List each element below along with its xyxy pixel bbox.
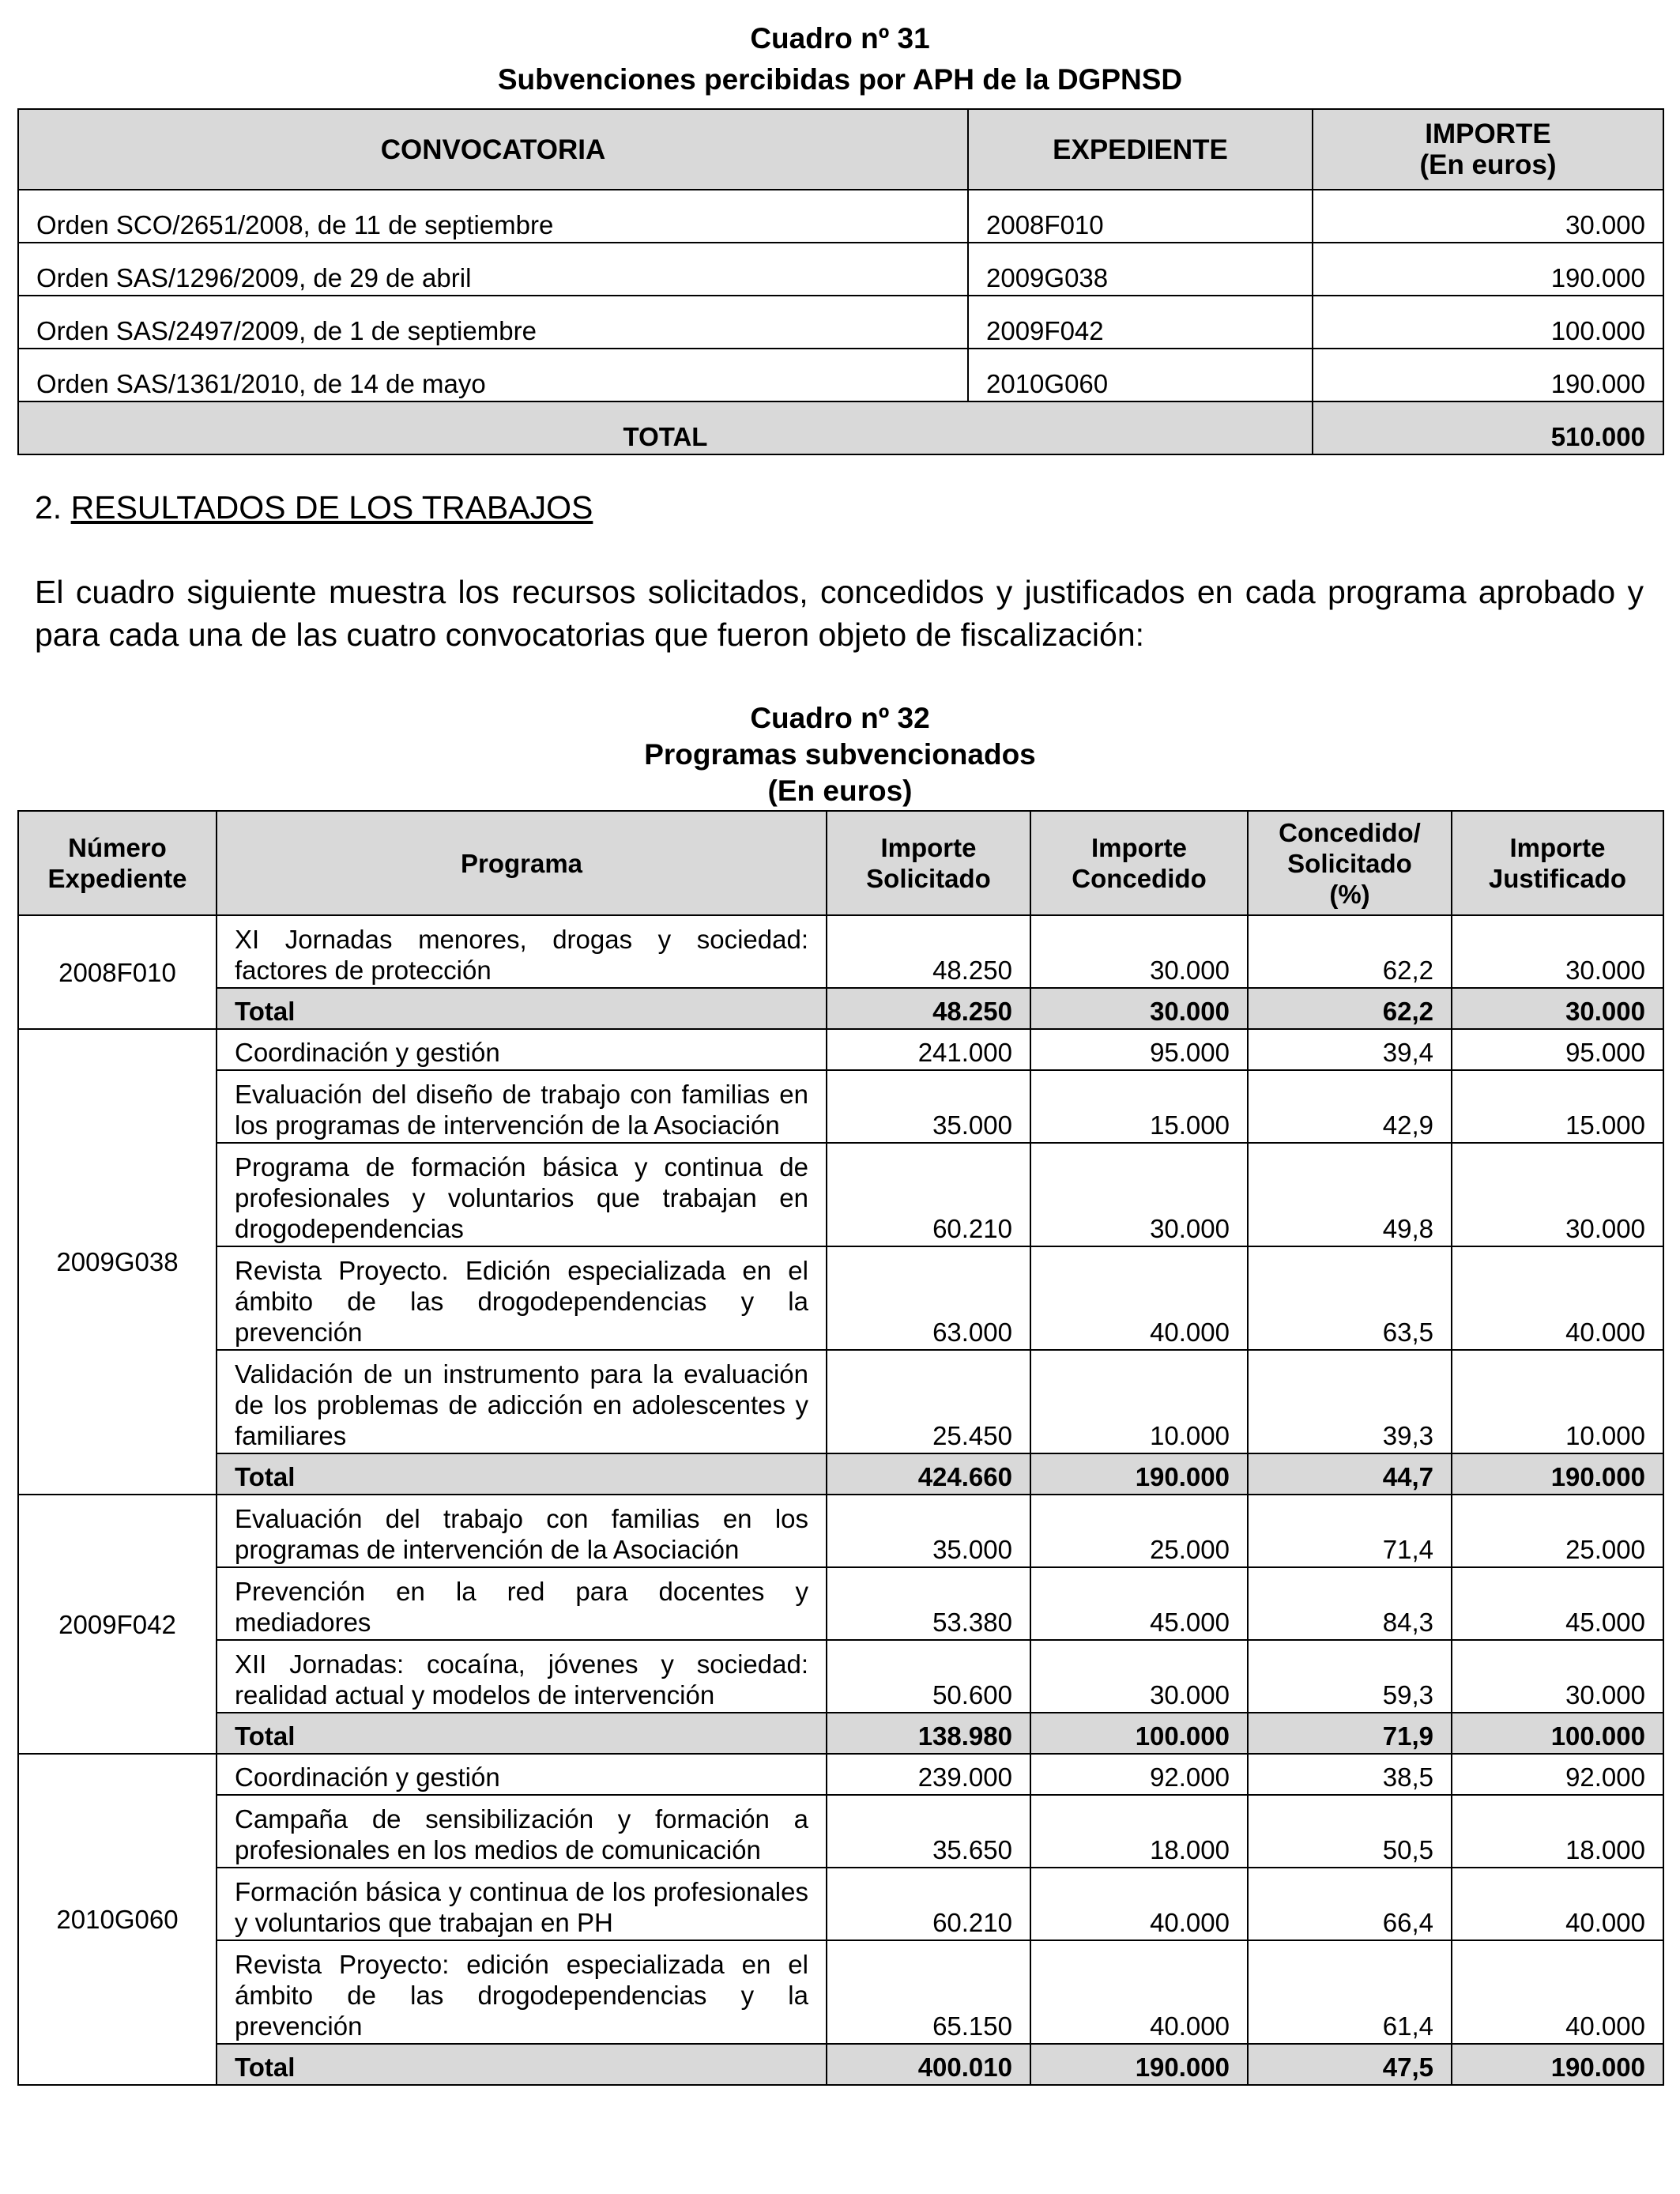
cell-programa: Formación básica y continua de los profesionales y voluntarios que trabajan en PH <box>217 1868 827 1940</box>
header-line: Importe <box>1509 833 1606 862</box>
cell-expediente: 2009F042 <box>968 296 1313 349</box>
header-line: Solicitado <box>1287 848 1412 878</box>
cell-concedido: 30.000 <box>1030 1143 1248 1246</box>
cuadro32-title: Cuadro nº 32 <box>750 702 930 734</box>
total-label: Total <box>217 1453 827 1495</box>
cell-solicitado: 65.150 <box>827 1940 1030 2044</box>
total-solicitado: 48.250 <box>827 988 1030 1029</box>
header-line: (%) <box>1329 879 1370 909</box>
cell-importe: 190.000 <box>1313 349 1663 401</box>
cell-solicitado: 25.450 <box>827 1350 1030 1453</box>
cell-programa: Evaluación del trabajo con familias en los programas de intervención de la Asociación <box>217 1495 827 1567</box>
cell-justificado: 92.000 <box>1452 1754 1663 1795</box>
total-ratio: 62,2 <box>1248 988 1452 1029</box>
cell-programa: Prevención en la red para docentes y mediadores <box>217 1567 827 1640</box>
total-justificado: 30.000 <box>1452 988 1663 1029</box>
cell-solicitado: 53.380 <box>827 1567 1030 1640</box>
cell-solicitado: 35.650 <box>827 1795 1030 1868</box>
header-line: Solicitado <box>866 864 991 893</box>
cell-convocatoria: Orden SAS/1361/2010, de 14 de mayo <box>18 349 968 401</box>
cell-convocatoria: Orden SCO/2651/2008, de 11 de septiembre <box>18 190 968 243</box>
total-solicitado: 400.010 <box>827 2044 1030 2085</box>
cell-convocatoria: Orden SAS/1296/2009, de 29 de abril <box>18 243 968 296</box>
header-ratio <box>1248 811 1452 915</box>
cell-solicitado: 239.000 <box>827 1754 1030 1795</box>
header-numero-expediente <box>18 811 217 915</box>
table-row <box>18 1029 1663 1070</box>
cell-concedido: 18.000 <box>1030 1795 1248 1868</box>
table-row <box>18 1070 1663 1143</box>
header-importe-solicitado <box>827 811 1030 915</box>
cell-ratio: 63,5 <box>1248 1246 1452 1350</box>
table-row <box>18 1246 1663 1350</box>
total-row <box>18 401 1663 454</box>
cell-importe: 100.000 <box>1313 296 1663 349</box>
cell-concedido: 92.000 <box>1030 1754 1248 1795</box>
cell-ratio: 39,4 <box>1248 1029 1452 1070</box>
cell-importe: 190.000 <box>1313 243 1663 296</box>
total-ratio: 47,5 <box>1248 2044 1452 2085</box>
header-expediente: EXPEDIENTE <box>968 109 1313 190</box>
cell-solicitado: 50.600 <box>827 1640 1030 1713</box>
table-row <box>18 296 1663 349</box>
cuadro32-subtitle: Programas subvencionados <box>644 738 1036 771</box>
cuadro31-title: Cuadro nº 31 <box>750 22 930 55</box>
cell-ratio: 59,3 <box>1248 1640 1452 1713</box>
cell-ratio: 62,2 <box>1248 915 1452 988</box>
cell-convocatoria: Orden SAS/2497/2009, de 1 de septiembre <box>18 296 968 349</box>
cuadro32-table <box>17 810 1664 2086</box>
section-heading <box>35 488 593 527</box>
table-row <box>18 1940 1663 2044</box>
table-row <box>18 190 1663 243</box>
cell-programa: Evaluación del diseño de trabajo con familias en los programas de intervención de la Asociación <box>217 1070 827 1143</box>
header-line: Concedido/ <box>1279 817 1421 847</box>
table-row <box>18 1868 1663 1940</box>
cell-justificado: 45.000 <box>1452 1567 1663 1640</box>
cell-programa: Coordinación y gestión <box>217 1754 827 1795</box>
cuadro32-unit: (En euros) <box>767 775 913 807</box>
header-convocatoria: CONVOCATORIA <box>18 109 968 190</box>
total-label: Total <box>217 988 827 1029</box>
cell-ratio: 71,4 <box>1248 1495 1452 1567</box>
cell-concedido: 40.000 <box>1030 1940 1248 2044</box>
table-row <box>18 1640 1663 1713</box>
cell-solicitado: 35.000 <box>827 1070 1030 1143</box>
total-row <box>18 2044 1663 2085</box>
cell-ratio: 38,5 <box>1248 1754 1452 1795</box>
cuadro31-subtitle: Subvenciones percibidas por APH de la DGPNSD <box>497 63 1183 96</box>
cell-justificado: 30.000 <box>1452 1143 1663 1246</box>
table-row <box>18 1567 1663 1640</box>
cell-expediente: 2009F042 <box>18 1495 217 1754</box>
total-label: Total <box>217 1713 827 1754</box>
cell-concedido: 15.000 <box>1030 1070 1248 1143</box>
cell-expediente: 2008F010 <box>18 915 217 1029</box>
cell-programa: Revista Proyecto. Edición especializada en el ámbito de las drogodependencias y la prevención <box>217 1246 827 1350</box>
cell-justificado: 10.000 <box>1452 1350 1663 1453</box>
table-row <box>18 1143 1663 1246</box>
cell-justificado: 18.000 <box>1452 1795 1663 1868</box>
total-row <box>18 1453 1663 1495</box>
cuadro32-header-row <box>18 811 1663 915</box>
header-importe-concedido <box>1030 811 1248 915</box>
total-justificado: 190.000 <box>1452 2044 1663 2085</box>
cell-concedido: 25.000 <box>1030 1495 1248 1567</box>
table-row <box>18 1795 1663 1868</box>
cell-importe: 30.000 <box>1313 190 1663 243</box>
cell-concedido: 40.000 <box>1030 1246 1248 1350</box>
total-row <box>18 988 1663 1029</box>
cell-programa: XI Jornadas menores, drogas y sociedad: factores de protección <box>217 915 827 988</box>
cell-concedido: 45.000 <box>1030 1567 1248 1640</box>
cell-justificado: 40.000 <box>1452 1246 1663 1350</box>
table-row <box>18 1754 1663 1795</box>
total-value: 510.000 <box>1313 401 1663 454</box>
cell-ratio: 66,4 <box>1248 1868 1452 1940</box>
total-concedido: 30.000 <box>1030 988 1248 1029</box>
cell-ratio: 39,3 <box>1248 1350 1452 1453</box>
cell-concedido: 30.000 <box>1030 1640 1248 1713</box>
cell-solicitado: 48.250 <box>827 915 1030 988</box>
cell-solicitado: 63.000 <box>827 1246 1030 1350</box>
cuadro31-table <box>17 108 1664 455</box>
header-importe-unit: (En euros) <box>1419 149 1557 180</box>
cell-expediente: 2008F010 <box>968 190 1313 243</box>
table-row <box>18 1495 1663 1567</box>
cell-ratio: 61,4 <box>1248 1940 1452 2044</box>
section-number: 2. <box>35 489 62 526</box>
cell-programa: Revista Proyecto: edición especializada en el ámbito de las drogodependencias y la prevención <box>217 1940 827 2044</box>
header-line: Concedido <box>1072 864 1207 893</box>
cell-concedido: 95.000 <box>1030 1029 1248 1070</box>
cell-programa: Campaña de sensibilización y formación a profesionales en los medios de comunicación <box>217 1795 827 1868</box>
cell-justificado: 15.000 <box>1452 1070 1663 1143</box>
total-ratio: 71,9 <box>1248 1713 1452 1754</box>
cell-concedido: 10.000 <box>1030 1350 1248 1453</box>
cell-justificado: 95.000 <box>1452 1029 1663 1070</box>
cell-programa: Validación de un instrumento para la evaluación de los problemas de adicción en adolescentes y familiares <box>217 1350 827 1453</box>
table-row <box>18 915 1663 988</box>
total-justificado: 190.000 <box>1452 1453 1663 1495</box>
cell-expediente: 2010G060 <box>18 1754 217 2085</box>
header-importe <box>1313 109 1663 190</box>
cell-concedido: 40.000 <box>1030 1868 1248 1940</box>
section-title: RESULTADOS DE LOS TRABAJOS <box>70 489 593 526</box>
cell-solicitado: 60.210 <box>827 1143 1030 1246</box>
header-line: Justificado <box>1488 864 1627 893</box>
total-justificado: 100.000 <box>1452 1713 1663 1754</box>
body-paragraph: El cuadro siguiente muestra los recursos solicitados, concedidos y justificados en cada programa aprobado y para cada una de las cuatro convocatorias que fueron objeto de fiscalización: <box>35 574 1644 653</box>
cell-justificado: 25.000 <box>1452 1495 1663 1567</box>
cell-concedido: 30.000 <box>1030 915 1248 988</box>
total-concedido: 100.000 <box>1030 1713 1248 1754</box>
cell-justificado: 40.000 <box>1452 1940 1663 2044</box>
total-label: TOTAL <box>18 401 1313 454</box>
cell-solicitado: 35.000 <box>827 1495 1030 1567</box>
table-row <box>18 243 1663 296</box>
cell-ratio: 84,3 <box>1248 1567 1452 1640</box>
total-solicitado: 424.660 <box>827 1453 1030 1495</box>
cell-expediente: 2009G038 <box>18 1029 217 1495</box>
cell-solicitado: 241.000 <box>827 1029 1030 1070</box>
cell-justificado: 40.000 <box>1452 1868 1663 1940</box>
header-importe-justificado <box>1452 811 1663 915</box>
total-row <box>18 1713 1663 1754</box>
header-programa: Programa <box>217 811 827 915</box>
cell-justificado: 30.000 <box>1452 1640 1663 1713</box>
header-importe-label: IMPORTE <box>1425 119 1551 149</box>
cell-expediente: 2010G060 <box>968 349 1313 401</box>
cell-ratio: 42,9 <box>1248 1070 1452 1143</box>
total-concedido: 190.000 <box>1030 2044 1248 2085</box>
cell-programa: Programa de formación básica y continua de profesionales y voluntarios que trabajan en drogodependencias <box>217 1143 827 1246</box>
cell-ratio: 50,5 <box>1248 1795 1452 1868</box>
header-line: Número <box>68 833 167 862</box>
total-solicitado: 138.980 <box>827 1713 1030 1754</box>
total-ratio: 44,7 <box>1248 1453 1452 1495</box>
header-line: Expediente <box>47 864 187 893</box>
cell-programa: XII Jornadas: cocaína, jóvenes y sociedad: realidad actual y modelos de intervención <box>217 1640 827 1713</box>
cell-justificado: 30.000 <box>1452 915 1663 988</box>
cell-solicitado: 60.210 <box>827 1868 1030 1940</box>
table-row <box>18 349 1663 401</box>
cell-ratio: 49,8 <box>1248 1143 1452 1246</box>
cell-programa: Coordinación y gestión <box>217 1029 827 1070</box>
header-line: Importe <box>880 833 977 862</box>
header-line: Importe <box>1090 833 1187 862</box>
cuadro31-header-row <box>18 109 1663 190</box>
table-row <box>18 1350 1663 1453</box>
total-concedido: 190.000 <box>1030 1453 1248 1495</box>
total-label: Total <box>217 2044 827 2085</box>
cell-expediente: 2009G038 <box>968 243 1313 296</box>
